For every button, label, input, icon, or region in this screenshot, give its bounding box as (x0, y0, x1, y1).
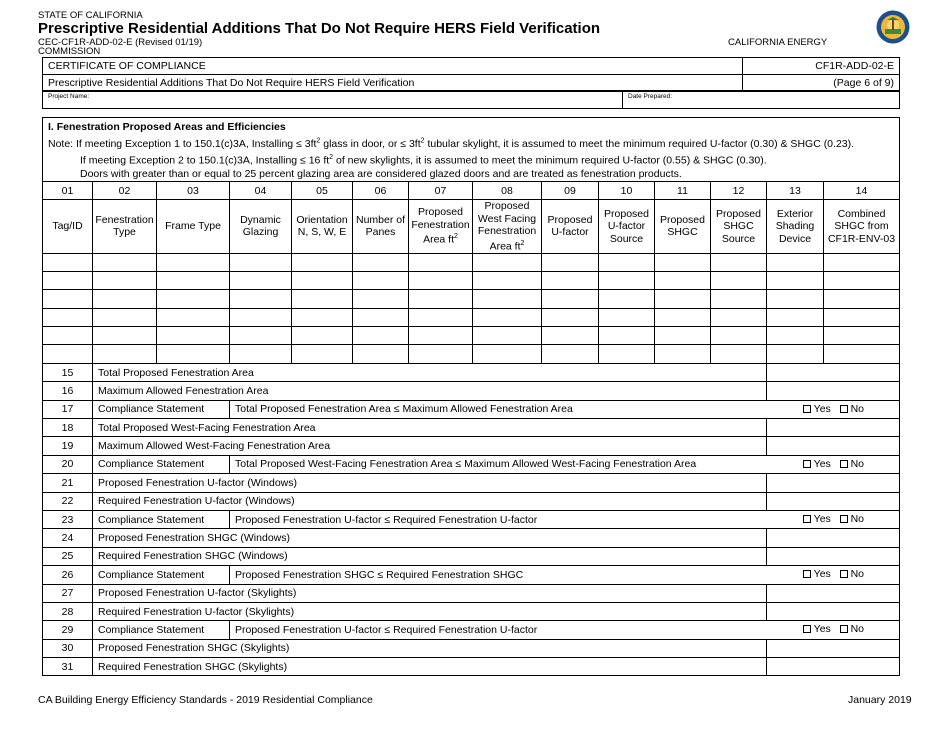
section-heading (43, 118, 900, 182)
entry-cell[interactable] (93, 327, 157, 345)
entry-cell[interactable] (43, 253, 93, 271)
value-cell[interactable] (767, 437, 900, 455)
compliance-statement (230, 400, 900, 418)
no-checkbox[interactable] (840, 625, 848, 633)
row-number: 17 (43, 400, 93, 418)
value-cell[interactable] (767, 363, 900, 381)
column-number: 08 (473, 182, 542, 200)
column-header: Proposed West Facing Fenestration Area $ft^2$ (473, 200, 542, 254)
fenestration-entry-row (43, 290, 900, 308)
value-cell[interactable] (767, 547, 900, 565)
entry-cell[interactable] (599, 327, 655, 345)
row-number: 28 (43, 602, 93, 620)
row-label: Compliance Statement (93, 621, 230, 639)
statement-text: Proposed Fenestration U-factor ≤ Required Fenestration U-factor (235, 513, 538, 526)
summary-row (43, 547, 900, 565)
energy-label: CALIFORNIA ENERGY (728, 37, 828, 48)
entry-cell[interactable] (542, 308, 599, 326)
entry-cell[interactable] (230, 290, 292, 308)
entry-cell[interactable] (767, 345, 824, 363)
state-label: STATE OF CALIFORNIA (38, 10, 143, 21)
page-number: (Page 6 of 9) (743, 75, 900, 92)
column-header: Tag/ID (43, 200, 93, 254)
column-header: Proposed SHGC Source (711, 200, 767, 254)
yes-label: Yes (813, 568, 831, 581)
entry-cell[interactable] (353, 345, 409, 363)
row-number: 24 (43, 529, 93, 547)
fenestration-table (42, 117, 900, 676)
entry-cell[interactable] (824, 345, 900, 363)
yes-no-options (803, 623, 864, 635)
entry-cell[interactable] (767, 271, 824, 289)
fenestration-entry-row (43, 253, 900, 271)
note-exception-1: Note: If meeting Exception 1 to 150.1(c)3A, Installing ≤ $3ft^2$ glass in door, or ≤ $3ft^2$ tubular skylight, it is assumed to meet the minimum required U-factor (0.30) & SHGC (0.23). (48, 137, 855, 150)
project-info-table (42, 90, 900, 109)
row-number: 20 (43, 455, 93, 473)
project-name-field[interactable] (43, 91, 623, 109)
statement-text: Proposed Fenestration SHGC ≤ Required Fenestration SHGC (235, 568, 524, 581)
entry-cell[interactable] (292, 290, 353, 308)
yes-label: Yes (813, 512, 831, 525)
commission-label: COMMISSION (38, 46, 101, 57)
yes-label: Yes (813, 623, 831, 636)
entry-cell[interactable] (824, 253, 900, 271)
entry-cell[interactable] (599, 271, 655, 289)
form-id: CF1R-ADD-02-E (743, 58, 900, 75)
column-header: Frame Type (157, 200, 230, 254)
yes-no-options (803, 513, 864, 525)
no-checkbox[interactable] (840, 460, 848, 468)
column-number-row (43, 182, 900, 200)
entry-cell[interactable] (157, 290, 230, 308)
compliance-statement (230, 621, 900, 639)
entry-cell[interactable] (711, 290, 767, 308)
summary-row (43, 510, 900, 528)
yes-checkbox[interactable] (803, 460, 811, 468)
summary-row (43, 382, 900, 400)
summary-row (43, 419, 900, 437)
entry-cell[interactable] (43, 290, 93, 308)
yes-checkbox[interactable] (803, 515, 811, 523)
compliance-statement (230, 510, 900, 528)
entry-cell[interactable] (473, 290, 542, 308)
summary-row (43, 566, 900, 584)
footer-standards: CA Building Energy Efficiency Standards - 2019 Residential Compliance (38, 694, 373, 706)
yes-checkbox[interactable] (803, 405, 811, 413)
entry-cell[interactable] (230, 327, 292, 345)
column-header: Fenestration Type (93, 200, 157, 254)
summary-row (43, 437, 900, 455)
column-number: 14 (824, 182, 900, 200)
summary-row (43, 492, 900, 510)
entry-cell[interactable] (473, 308, 542, 326)
column-number: 05 (292, 182, 353, 200)
entry-cell[interactable] (353, 271, 409, 289)
form-subtitle: Prescriptive Residential Additions That Do Not Require HERS Field Verification (43, 75, 743, 92)
column-number: 09 (542, 182, 599, 200)
column-header: Proposed Fenestration Area $ft^2$ (409, 200, 473, 254)
entry-cell[interactable] (599, 308, 655, 326)
row-label: Total Proposed West-Facing Fenestration Area (93, 419, 767, 437)
entry-cell[interactable] (655, 345, 711, 363)
row-label: Required Fenestration U-factor (Skylights) (93, 602, 767, 620)
entry-cell[interactable] (292, 253, 353, 271)
date-prepared-label: Date Prepared: (628, 93, 673, 100)
fenestration-entry-row (43, 308, 900, 326)
column-number: 11 (655, 182, 711, 200)
entry-cell[interactable] (353, 327, 409, 345)
entry-cell[interactable] (824, 327, 900, 345)
summary-row (43, 529, 900, 547)
row-label: Required Fenestration U-factor (Windows) (93, 492, 767, 510)
entry-cell[interactable] (599, 290, 655, 308)
statement-text: Total Proposed Fenestration Area ≤ Maximum Allowed Fenestration Area (235, 403, 573, 416)
entry-cell[interactable] (353, 290, 409, 308)
entry-cell[interactable] (767, 308, 824, 326)
entry-cell[interactable] (230, 253, 292, 271)
entry-cell[interactable] (409, 327, 473, 345)
row-label: Compliance Statement (93, 400, 230, 418)
entry-cell[interactable] (157, 345, 230, 363)
compliance-statement (230, 566, 900, 584)
column-number: 12 (711, 182, 767, 200)
entry-cell[interactable] (43, 271, 93, 289)
fenestration-entry-row (43, 327, 900, 345)
row-number: 16 (43, 382, 93, 400)
column-number: 02 (93, 182, 157, 200)
value-cell[interactable] (767, 382, 900, 400)
summary-row (43, 584, 900, 602)
entry-cell[interactable] (292, 271, 353, 289)
row-label: Compliance Statement (93, 455, 230, 473)
value-cell[interactable] (767, 529, 900, 547)
entry-cell[interactable] (43, 308, 93, 326)
yes-no-options (803, 458, 864, 470)
entry-cell[interactable] (473, 253, 542, 271)
yes-label: Yes (813, 457, 831, 470)
no-label: No (850, 568, 865, 581)
value-cell[interactable] (767, 584, 900, 602)
row-number: 31 (43, 658, 93, 676)
entry-cell[interactable] (230, 308, 292, 326)
statement-text: Proposed Fenestration U-factor ≤ Required Fenestration U-factor (235, 624, 538, 636)
entry-cell[interactable] (767, 253, 824, 271)
fenestration-entry-row (43, 345, 900, 363)
value-cell[interactable] (767, 658, 900, 676)
entry-cell[interactable] (711, 327, 767, 345)
summary-row (43, 621, 900, 639)
summary-row (43, 455, 900, 473)
entry-cell[interactable] (353, 308, 409, 326)
no-label: No (850, 623, 865, 636)
row-label: Proposed Fenestration SHGC (Windows) (93, 529, 767, 547)
entry-cell[interactable] (599, 253, 655, 271)
row-label: Proposed Fenestration SHGC (Skylights) (93, 639, 767, 657)
row-label: Compliance Statement (93, 510, 230, 528)
column-header: Number of Panes (353, 200, 409, 254)
entry-cell[interactable] (473, 271, 542, 289)
entry-cell[interactable] (767, 290, 824, 308)
row-label: Maximum Allowed West-Facing Fenestration Area (93, 437, 767, 455)
entry-cell[interactable] (230, 271, 292, 289)
column-number: 07 (409, 182, 473, 200)
row-number: 26 (43, 566, 93, 584)
yes-label: Yes (813, 402, 831, 415)
value-cell[interactable] (767, 639, 900, 657)
california-energy-commission-seal-icon (876, 10, 910, 44)
no-label: No (850, 512, 865, 525)
entry-cell[interactable] (542, 327, 599, 345)
column-number: 06 (353, 182, 409, 200)
summary-row (43, 363, 900, 381)
no-label: No (850, 402, 865, 415)
footer-date: January 2019 (848, 694, 912, 706)
form-title: Prescriptive Residential Additions That Do Not Require HERS Field Verification (38, 20, 601, 37)
entry-cell[interactable] (542, 345, 599, 363)
entry-cell[interactable] (655, 290, 711, 308)
row-number: 22 (43, 492, 93, 510)
row-number: 21 (43, 474, 93, 492)
no-checkbox[interactable] (840, 405, 848, 413)
value-cell[interactable] (767, 419, 900, 437)
summary-row (43, 400, 900, 418)
value-cell[interactable] (767, 602, 900, 620)
summary-row (43, 639, 900, 657)
row-number: 27 (43, 584, 93, 602)
note-glazed-doors: Doors with greater than or equal to 25 percent glazing area are considered glazed doors and are treated as fenestration products. (80, 168, 682, 180)
section-title: I. Fenestration Proposed Areas and Efficiencies (48, 121, 286, 133)
column-header: Combined SHGC from CF1R-ENV-03 (824, 200, 900, 254)
entry-cell[interactable] (409, 290, 473, 308)
no-checkbox[interactable] (840, 515, 848, 523)
entry-cell[interactable] (292, 345, 353, 363)
column-header: Dynamic Glazing (230, 200, 292, 254)
fenestration-entry-row (43, 271, 900, 289)
row-number: 30 (43, 639, 93, 657)
entry-cell[interactable] (93, 345, 157, 363)
column-header: Exterior Shading Device (767, 200, 824, 254)
entry-cell[interactable] (93, 271, 157, 289)
entry-cell[interactable] (542, 253, 599, 271)
row-label: Required Fenestration SHGC (Skylights) (93, 658, 767, 676)
entry-cell[interactable] (711, 308, 767, 326)
entry-cell[interactable] (292, 327, 353, 345)
entry-cell[interactable] (292, 308, 353, 326)
yes-no-options (803, 403, 864, 415)
entry-cell[interactable] (711, 253, 767, 271)
column-header: Orientation N, S, W, E (292, 200, 353, 254)
entry-cell[interactable] (655, 253, 711, 271)
value-cell[interactable] (767, 474, 900, 492)
row-label: Maximum Allowed Fenestration Area (93, 382, 767, 400)
entry-cell[interactable] (157, 327, 230, 345)
column-header: Proposed U-factor (542, 200, 599, 254)
summary-row (43, 658, 900, 676)
row-label: Required Fenestration SHGC (Windows) (93, 547, 767, 565)
column-number: 04 (230, 182, 292, 200)
entry-cell[interactable] (599, 345, 655, 363)
entry-cell[interactable] (824, 308, 900, 326)
entry-cell[interactable] (409, 253, 473, 271)
entry-cell[interactable] (93, 253, 157, 271)
column-number: 01 (43, 182, 93, 200)
entry-cell[interactable] (542, 290, 599, 308)
row-number: 18 (43, 419, 93, 437)
certificate-header-table (42, 57, 900, 92)
note-exception-2: If meeting Exception 2 to 150.1(c)3A, Installing ≤ 16 $ft^2$ of new skylights, it is assumed to meet the minimum required U-factor (0.55) & SHGC (0.30). (80, 153, 767, 166)
yes-no-options (803, 568, 864, 580)
row-number: 19 (43, 437, 93, 455)
yes-checkbox[interactable] (803, 570, 811, 578)
date-prepared-field[interactable] (623, 91, 900, 109)
row-label: Total Proposed Fenestration Area (93, 363, 767, 381)
row-label: Proposed Fenestration U-factor (Skylights) (93, 584, 767, 602)
entry-cell[interactable] (767, 327, 824, 345)
row-number: 29 (43, 621, 93, 639)
entry-cell[interactable] (43, 345, 93, 363)
column-number: 13 (767, 182, 824, 200)
entry-cell[interactable] (157, 308, 230, 326)
entry-cell[interactable] (542, 271, 599, 289)
yes-checkbox[interactable] (803, 625, 811, 633)
summary-row (43, 602, 900, 620)
entry-cell[interactable] (473, 345, 542, 363)
entry-cell[interactable] (157, 253, 230, 271)
column-header: Proposed SHGC (655, 200, 711, 254)
entry-cell[interactable] (353, 253, 409, 271)
entry-cell[interactable] (655, 271, 711, 289)
compliance-statement (230, 455, 900, 473)
column-header-row (43, 200, 900, 254)
no-checkbox[interactable] (840, 570, 848, 578)
entry-cell[interactable] (711, 345, 767, 363)
project-name-label: Project Name: (48, 93, 90, 100)
entry-cell[interactable] (409, 271, 473, 289)
summary-row (43, 474, 900, 492)
value-cell[interactable] (767, 492, 900, 510)
column-header: Proposed U-factor Source (599, 200, 655, 254)
entry-cell[interactable] (409, 345, 473, 363)
entry-cell[interactable] (824, 290, 900, 308)
entry-cell[interactable] (93, 290, 157, 308)
entry-cell[interactable] (43, 327, 93, 345)
no-label: No (850, 457, 865, 470)
entry-cell[interactable] (711, 271, 767, 289)
row-number: 15 (43, 363, 93, 381)
entry-cell[interactable] (824, 271, 900, 289)
row-label: Compliance Statement (93, 566, 230, 584)
entry-cell[interactable] (655, 327, 711, 345)
row-number: 23 (43, 510, 93, 528)
entry-cell[interactable] (655, 308, 711, 326)
entry-cell[interactable] (409, 308, 473, 326)
statement-text: Total Proposed West-Facing Fenestration Area ≤ Maximum Allowed West-Facing Fenestration Area (235, 458, 697, 471)
entry-cell[interactable] (473, 327, 542, 345)
entry-cell[interactable] (93, 308, 157, 326)
entry-cell[interactable] (230, 345, 292, 363)
form-code: CEC-CF1R-ADD-02-E (Revised 01/19) (38, 37, 203, 48)
entry-cell[interactable] (157, 271, 230, 289)
certificate-title: CERTIFICATE OF COMPLIANCE (43, 58, 743, 75)
column-number: 10 (599, 182, 655, 200)
row-label: Proposed Fenestration U-factor (Windows) (93, 474, 767, 492)
row-number: 25 (43, 547, 93, 565)
column-number: 03 (157, 182, 230, 200)
